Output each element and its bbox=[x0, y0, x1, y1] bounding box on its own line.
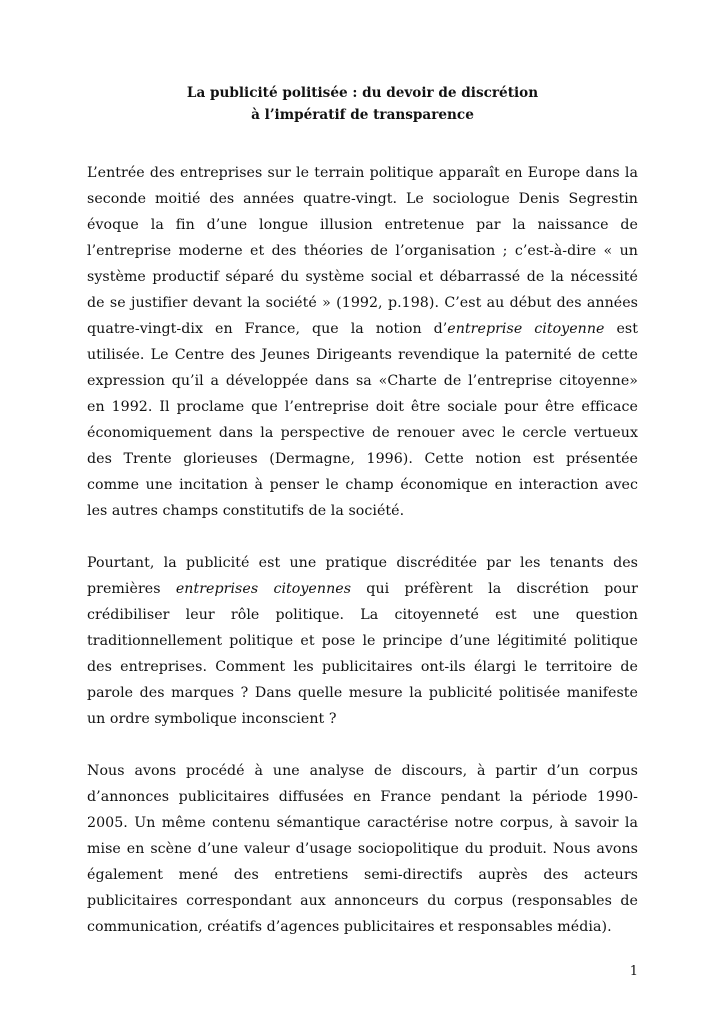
document-page bbox=[87, 82, 638, 966]
paragraph-1-italic-term: entreprise citoyenne bbox=[447, 321, 605, 337]
paragraph-1-text-b: est utilisée. Le Centre des Jeunes Dirigeants revendique la paternité de cette expression qu’il a développée dans sa «Charte de l’entreprise citoyenne» en 1992. Il proclame que l’entreprise doit être sociale pour être efficace économiquement dans la perspective de renouer avec le cercle vertueux des Trente glorieuses (Dermagne, 1996). Cette notion est présentée comme une incitation à penser le champ économique en interaction avec les autres champs constitutifs de la société. bbox=[87, 321, 639, 519]
title-line-2: à l’impératif de transparence bbox=[251, 107, 474, 123]
paragraph-3: Nous avons procédé à une analyse de discours, à partir d’un corpus d’annonces publicitaires diffusées en France pendant la période 1990-2005. Un même contenu sémantique caractérise notre corpus, à savoir la mise en scène d’une valeur d’usage sociopolitique du produit. Nous avons également mené des entretiens semi-directifs auprès des acteurs publicitaires correspondant aux annonceurs du corpus (responsables de communication, créatifs d’agences publicitaires et responsables média). bbox=[87, 763, 638, 935]
document-title bbox=[87, 82, 638, 126]
paragraph-2-text-b: qui préfèrent la discrétion pour crédibiliser leur rôle politique. La citoyenneté est une question traditionnellement politique et pose le principe d’une légitimité politique des entreprises. Comment les publicitaires ont-ils élargi le territoire de parole des marques ? Dans quelle mesure la publicité politisée manifeste un ordre symbolique inconscient ? bbox=[87, 581, 638, 727]
paragraph-1-text-a: L’entrée des entreprises sur le terrain politique apparaît en Europe dans la seconde moitié des années quatre-vingt. Le sociologue Denis Segrestin évoque la fin d’une longue illusion entretenue par la naissance de l’entreprise moderne et des théories de l’organisation ; c’est-à-dire « un système productif séparé du système social et débarrassé de la nécessité de se justifier devant la société » (1992, p.198). C’est au début des années quatre-vingt-dix en France, que la notion d’ bbox=[87, 165, 638, 337]
title-line-1: La publicité politisée : du devoir de discrétion bbox=[186, 85, 539, 101]
paragraph-2-italic-term: entreprises citoyennes bbox=[175, 581, 352, 597]
page-number: 1 bbox=[629, 964, 638, 979]
paragraph-2-text-a: Pourtant, la publicité est une pratique discréditée par les tenants des premières bbox=[87, 555, 638, 597]
paragraph-2 bbox=[87, 550, 638, 732]
paragraph-1 bbox=[87, 160, 638, 524]
